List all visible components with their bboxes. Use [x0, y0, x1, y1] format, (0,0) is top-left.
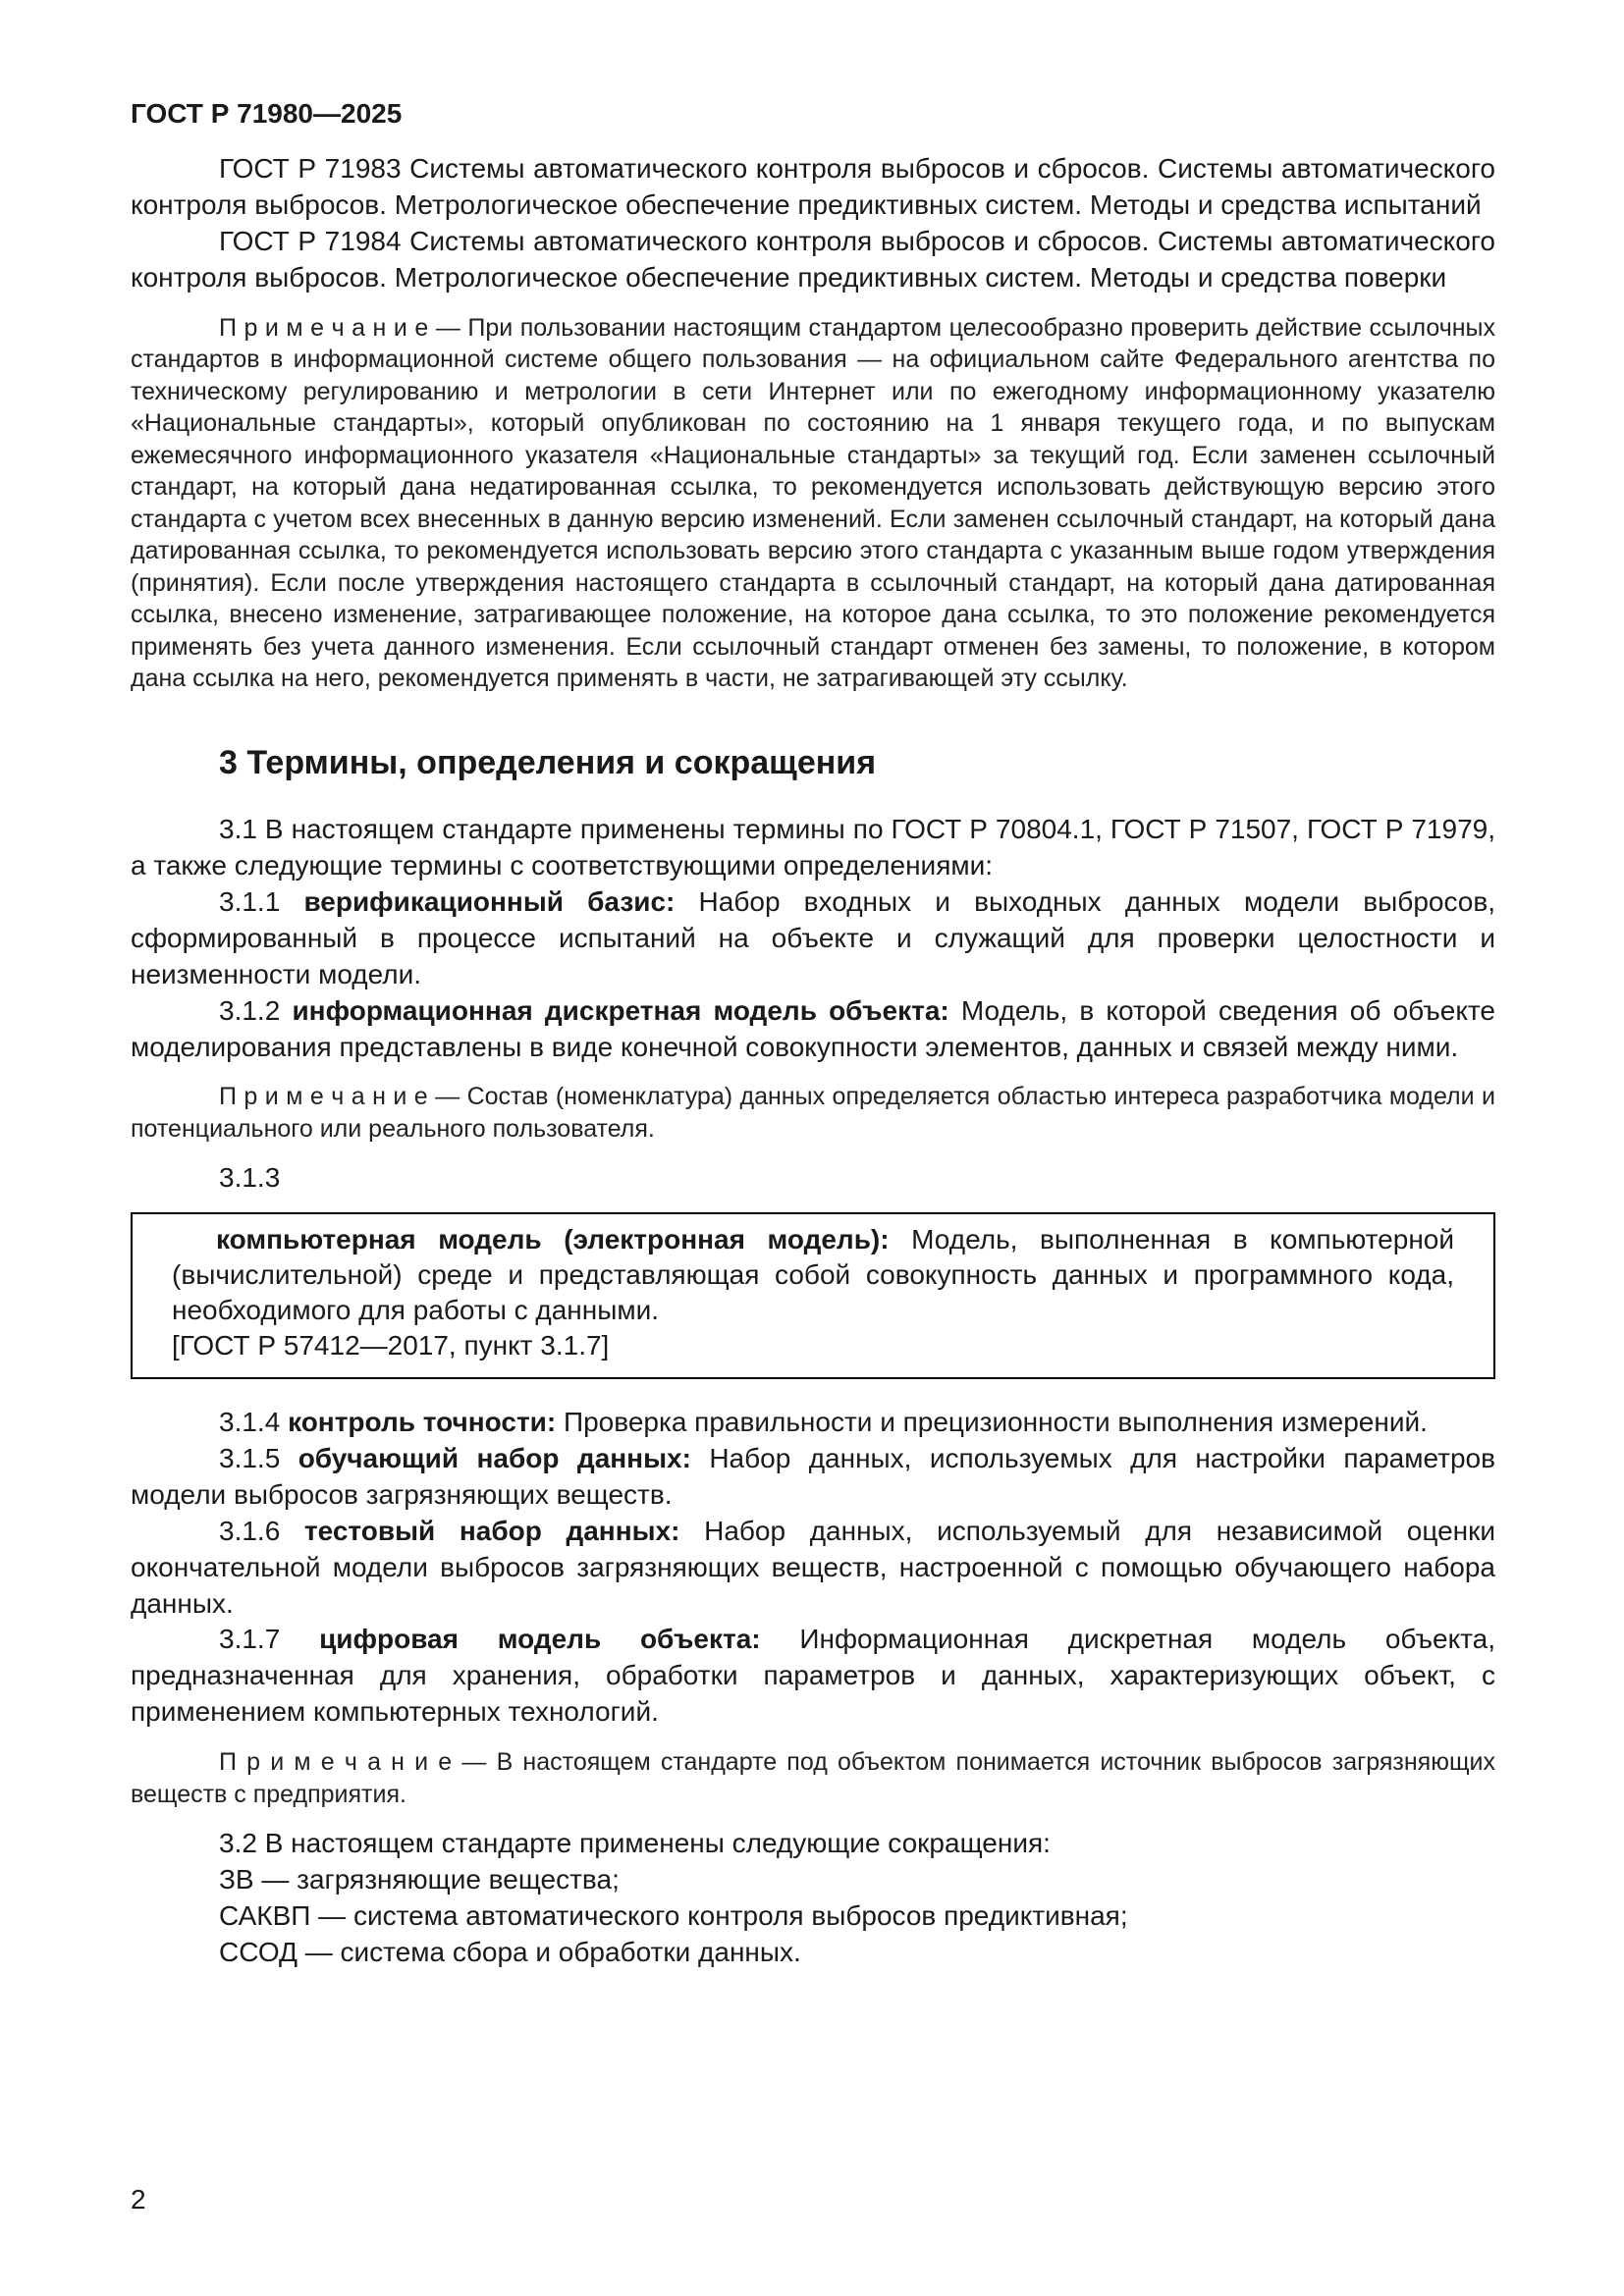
term-3-1-1: [131, 884, 1495, 993]
term-definition: Набор данных, используемых для настройки параметров модели выбросов загрязняющих веществ.: [131, 1442, 1495, 1510]
page-content: [131, 98, 1495, 1971]
term-name: тестовый набор данных:: [303, 1515, 680, 1546]
note-3-1-7: [131, 1746, 1495, 1810]
note-label: П р и м е ч а н и е: [219, 313, 429, 342]
term-3-1-6: [131, 1514, 1495, 1623]
clause-3-2: 3.2 В настоящем стандарте применены следующие сокращения:: [219, 1828, 1051, 1859]
term-number: 3.1.5: [219, 1442, 281, 1473]
term-number: 3.1.7: [219, 1624, 281, 1655]
section-3-heading: 3 Термины, определения и сокращения: [219, 743, 877, 781]
clause-3-1: 3.1 В настоящем стандарте применены термины по ГОСТ Р 70804.1, ГОСТ Р 71507, ГОСТ Р 71979, а также следующие термины с соответствующими определениями:: [131, 813, 1495, 881]
boxed-term: [172, 1222, 1454, 1327]
term-name: обучающий набор данных:: [298, 1442, 691, 1473]
abbreviation-ssod: ССОД — система сбора и обработки данных.: [219, 1937, 801, 1968]
term-name: информационная дискретная модель объекта:: [292, 994, 949, 1026]
abbreviation-sakvp: САКВП — система автоматического контроля выбросов предиктивная;: [219, 1900, 1128, 1932]
term-3-1-3-number: 3.1.3: [219, 1162, 281, 1194]
note-label: П р и м е ч а н и е: [219, 1748, 453, 1777]
note-3-1-2: [131, 1081, 1495, 1145]
term-3-1-4: [131, 1405, 1495, 1441]
term-number: 3.1.2: [219, 994, 281, 1026]
term-name: компьютерная модель (электронная модель):: [216, 1224, 890, 1255]
quoted-definition-box: [131, 1212, 1495, 1378]
term-number: 3.1.1: [219, 885, 281, 917]
term-3-1-7: [131, 1622, 1495, 1731]
term-definition: Информационная дискретная модель объекта, предназначенная для хранения, обработки параметров и данных, характеризующих объект, с применением компьютерных технологий.: [131, 1624, 1495, 1728]
term-number: 3.1.4: [219, 1406, 281, 1437]
abbreviation-zv: ЗВ — загрязняющие вещества;: [219, 1864, 620, 1896]
note-text: — В настоящем стандарте под объектом понимается источник выбросов загрязняющих веществ с предприятия.: [131, 1748, 1495, 1808]
note-text: — Состав (номенклатура) данных определяется областью интереса разработчика модели и потенциального или реального пользователя.: [131, 1083, 1495, 1143]
document-code-header: ГОСТ Р 71980—2025: [131, 98, 403, 129]
term-number: 3.1.6: [219, 1515, 281, 1546]
note-references: [131, 312, 1495, 695]
term-name: контроль точности:: [288, 1406, 557, 1437]
boxed-term-source: [ГОСТ Р 57412—2017, пункт 3.1.7]: [172, 1329, 610, 1361]
term-definition: Проверка правильности и прецизионности выполнения измерений.: [563, 1406, 1428, 1437]
term-name: верификационный базис:: [303, 885, 676, 917]
term-3-1-5: [131, 1441, 1495, 1514]
term-definition: Модель, выполненная в компьютерной (вычислительной) среде и представляющая собой совокупность данных и программного кода, необходимого для работы с данными.: [172, 1224, 1455, 1326]
term-name: цифровая модель объекта:: [319, 1624, 761, 1655]
reference-paragraph-71984: ГОСТ Р 71984 Системы автоматического контроля выбросов и сбросов. Системы автоматического контроля выбросов. Метрологическое обеспечение предиктивных систем. Методы и средства поверки: [131, 225, 1495, 293]
page-number: 2: [131, 2184, 146, 2215]
term-definition: Модель, в которой сведения об объекте моделирования представлены в виде конечной совокупности элементов, данных и связей между ними.: [131, 994, 1495, 1062]
reference-paragraph-71983: ГОСТ Р 71983 Системы автоматического контроля выбросов и сбросов. Системы автоматического контроля выбросов. Метрологическое обеспечение предиктивных систем. Методы и средства испытаний: [131, 153, 1495, 220]
term-definition: Набор данных, используемый для независимой оценки окончательной модели выбросов загрязняющих веществ, настроенной с помощью обучающего набора данных.: [131, 1515, 1496, 1619]
term-3-1-2: [131, 993, 1495, 1066]
note-text: — При пользовании настоящим стандартом целесообразно проверить действие ссылочных стандартов в информационной системе общего пользования — на официальном сайте Федерального агентства по техническому регулированию и метрологии в сети Интернет или по ежегодному информационному указателю «Национальные стандарты», который опубликован по состоянию на 1 января текущего года, и по выпускам ежемесячного информационного указателя «Национальные стандарты» за текущий год. Если заменен ссылочный стандарт, на который дана недатированная ссылка, то рекомендуется использовать действующую версию этого стандарта с учетом всех внесенных в данную версию изменений. Если заменен ссылочный стандарт, на который дана датированная ссылка, то рекомендуется использовать версию этого стандарта с указанным выше годом утверждения (принятия). Если после утверждения настоящего стандарта в ссылочный стандарт, на который дана датированная ссылка, внесено изменение, затрагивающее положение, на которое дана ссылка, то это положение рекомендуется применять без учета данного изменения. Если ссылочный стандарт отменен без замены, то положение, в котором дана ссылка на него, рекомендуется применять в части, не затрагивающей эту ссылку.: [131, 313, 1495, 693]
note-label: П р и м е ч а н и е: [219, 1083, 428, 1111]
term-definition: Набор входных и выходных данных модели выбросов, сформированный в процессе испытаний на объекте и служащий для проверки целостности и неизменности модели.: [131, 885, 1496, 989]
